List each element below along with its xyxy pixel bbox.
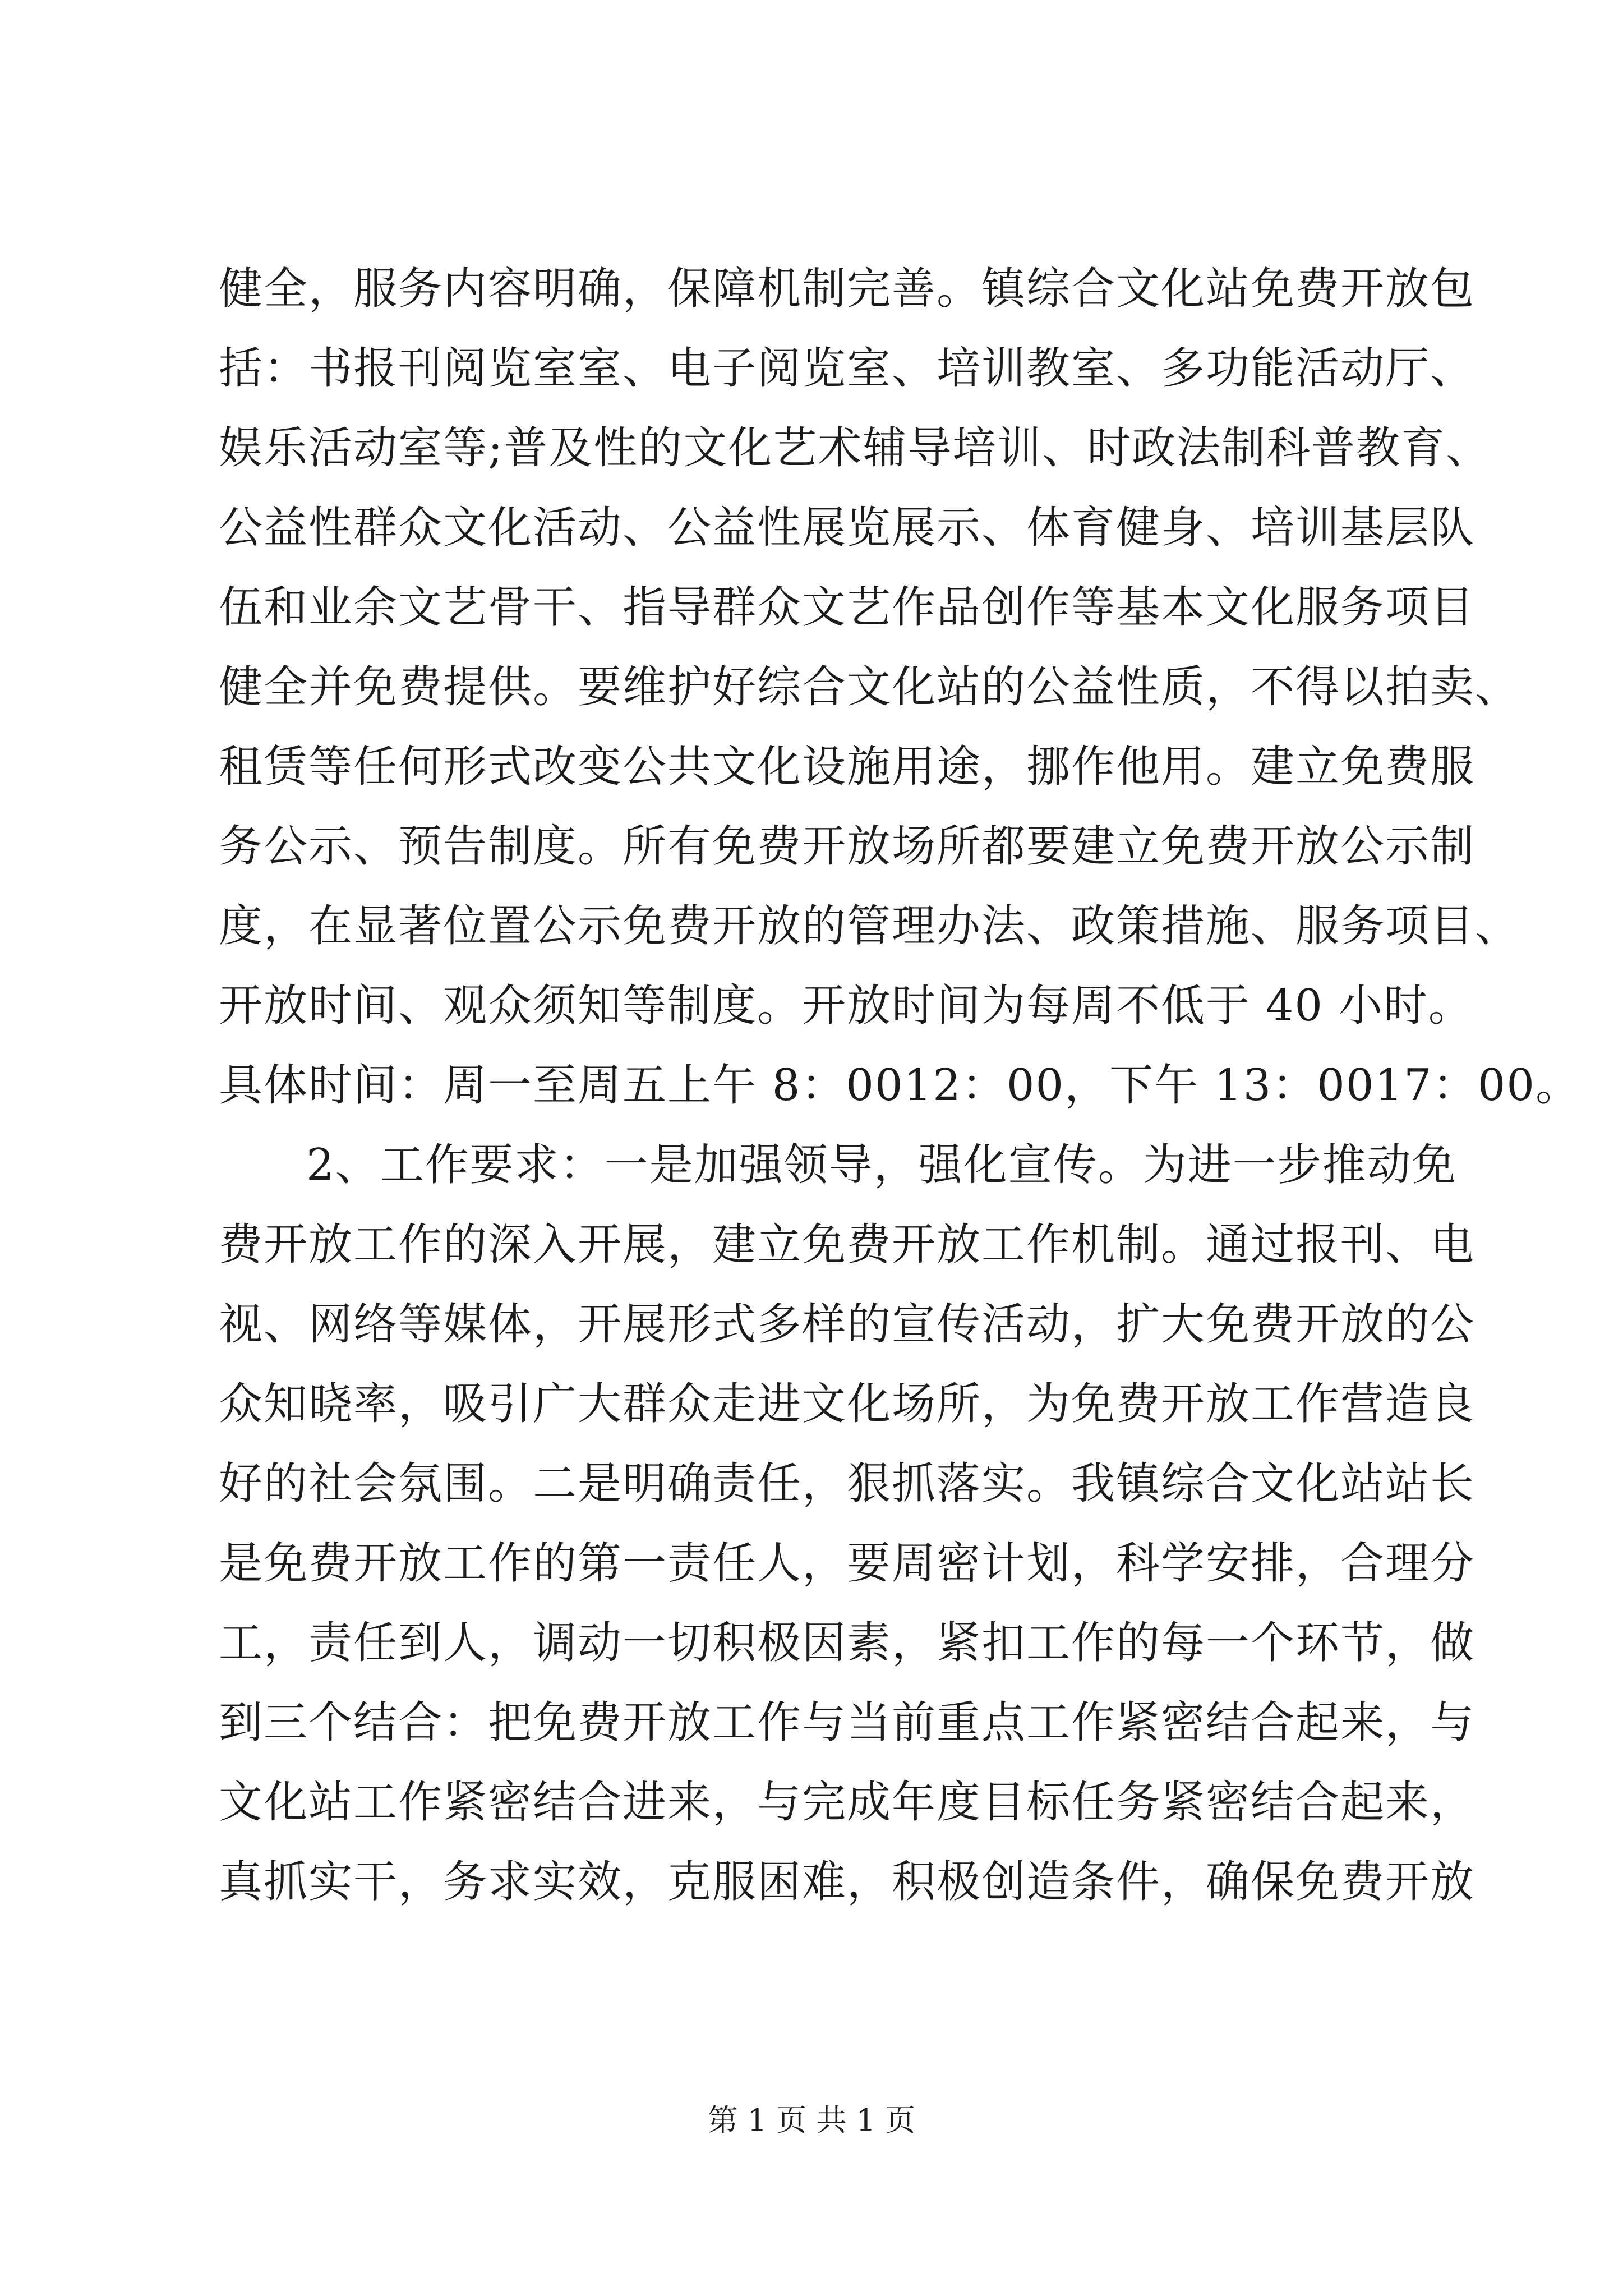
text-line: 视、网络等媒体，开展形式多样的宣传活动，扩大免费开放的公 [219,1299,1476,1350]
text-line: 公益性群众文化活动、公益性展览展示、体育健身、培训基层队 [219,503,1476,553]
text-line: 工，责任到人，调动一切积极因素，紧扣工作的每一个环节，做 [219,1618,1476,1668]
text-line: 租赁等任何形式改变公共文化设施用途，挪作他用。建立免费服 [219,742,1476,792]
body-text [219,249,1580,1922]
text-line: 真抓实干，务求实效，克服困难，积极创造条件，确保免费开放 [219,1857,1476,1907]
text-line: 健全并免费提供。要维护好综合文化站的公益性质，不得以拍卖、 [219,662,1520,712]
paragraph-start-line: 2、工作要求：一是加强领导，强化宣传。为进一步推动免 [306,1140,1457,1190]
text-line: 度，在显著位置公示免费开放的管理办法、政策措施、服务项目、 [219,901,1520,951]
text-line: 文化站工作紧密结合进来，与完成年度目标任务紧密结合起来， [219,1777,1476,1828]
text-line: 到三个结合：把免费开放工作与当前重点工作紧密结合起来，与 [219,1697,1476,1748]
page-number-footer: 第 1 页 共 1 页 [707,2102,916,2138]
text-line: 健全，服务内容明确，保障机制完善。镇综合文化站免费开放包 [219,264,1476,314]
text-line: 括：书报刊阅览室室、电子阅览室、培训教室、多功能活动厅、 [219,343,1476,394]
text-line: 具体时间：周一至周五上午 8：0012：00，下午 13：0017：00。 [219,1060,1580,1111]
text-line: 是免费开放工作的第一责任人，要周密计划，科学安排，合理分 [219,1538,1476,1589]
text-line: 务公示、预告制度。所有免费开放场所都要建立免费开放公示制 [219,821,1476,872]
text-line: 众知晓率，吸引广大群众走进文化场所，为免费开放工作营造良 [219,1379,1476,1429]
text-line: 开放时间、观众须知等制度。开放时间为每周不低于 40 小时。 [219,981,1473,1031]
text-line: 伍和业余文艺骨干、指导群众文艺作品创作等基本文化服务项目 [219,582,1476,633]
text-line: 娱乐活动室等;普及性的文化艺术辅导培训、时政法制科普教育、 [219,423,1491,473]
text-line: 好的社会氛围。二是明确责任，狠抓落实。我镇综合文化站站长 [219,1458,1476,1509]
text-line: 费开放工作的深入开展，建立免费开放工作机制。通过报刊、电 [219,1220,1476,1270]
